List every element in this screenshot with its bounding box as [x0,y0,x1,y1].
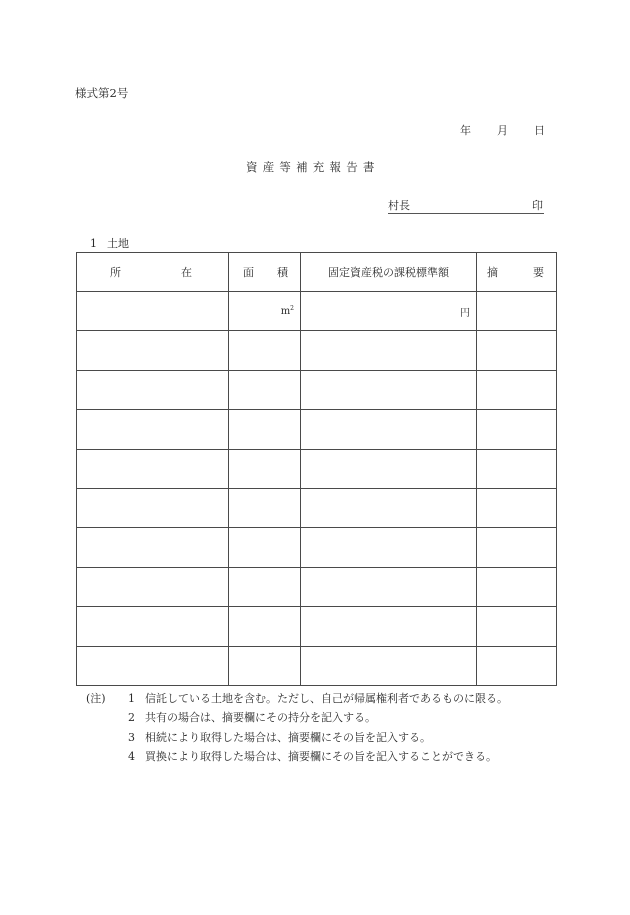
cell-area[interactable] [229,370,301,409]
cell-location[interactable] [77,567,229,606]
note-item: 3 相続により取得した場合は、摘要欄にその旨を記入する。 [128,730,431,744]
seal-label: 印 [532,199,543,212]
table-row [77,607,557,646]
mayor-label: 村長 [388,199,410,212]
header-location: 所 在 [77,253,229,292]
day-label: 日 [534,124,545,137]
yen-unit: 円 [460,307,470,319]
document-title: 資産等補充報告書 [246,160,380,174]
cell-remarks[interactable] [477,370,557,409]
cell-remarks[interactable] [477,607,557,646]
table-row [77,410,557,449]
area-unit: $m^2$ [280,305,294,318]
cell-tax-base[interactable] [301,488,477,527]
table-row [77,370,557,409]
cell-tax-base[interactable] [301,370,477,409]
cell-remarks[interactable] [477,410,557,449]
cell-tax-base[interactable] [301,607,477,646]
cell-tax-base[interactable] [301,646,477,685]
cell-location[interactable] [77,607,229,646]
cell-tax-base[interactable] [301,449,477,488]
cell-location[interactable] [77,410,229,449]
cell-tax-base[interactable] [301,528,477,567]
header-tax-base: 固定資産税の課税標準額 [301,253,477,292]
cell-remarks[interactable] [477,292,557,331]
table-row [77,331,557,370]
cell-tax-base[interactable] [301,292,477,331]
cell-tax-base[interactable] [301,567,477,606]
cell-area[interactable] [229,528,301,567]
notes [86,689,508,766]
note-item: 4 買換により取得した場合は、摘要欄にその旨を記入することができる。 [128,749,497,763]
land-table [76,252,557,686]
form-number: 様式第2号 [75,86,129,100]
section-label: 土地 [107,237,129,250]
table-row [77,449,557,488]
cell-area[interactable] [229,410,301,449]
table-row [77,646,557,685]
header-area: 面 積 [229,253,301,292]
date-line [460,122,545,138]
note-item: 2 共有の場合は、摘要欄にその持分を記入する。 [128,711,376,725]
cell-location[interactable] [77,370,229,409]
cell-remarks[interactable] [477,449,557,488]
cell-area[interactable] [229,607,301,646]
cell-remarks[interactable] [477,331,557,370]
cell-area[interactable] [229,292,301,331]
cell-location[interactable] [77,292,229,331]
section-heading [90,235,129,251]
cell-area[interactable] [229,331,301,370]
cell-remarks[interactable] [477,646,557,685]
cell-remarks[interactable] [477,567,557,606]
cell-remarks[interactable] [477,488,557,527]
table-row [77,292,557,331]
table-row [77,528,557,567]
cell-location[interactable] [77,528,229,567]
cell-area[interactable] [229,488,301,527]
year-label: 年 [460,124,471,137]
section-number: 1 [90,237,97,250]
table-row [77,567,557,606]
cell-tax-base[interactable] [301,410,477,449]
cell-location[interactable] [77,331,229,370]
table-header-row [77,253,557,292]
cell-area[interactable] [229,567,301,606]
notes-prefix: (注) [86,692,106,705]
cell-tax-base[interactable] [301,331,477,370]
cell-area[interactable] [229,449,301,488]
table-row [77,488,557,527]
cell-area[interactable] [229,646,301,685]
cell-location[interactable] [77,449,229,488]
cell-remarks[interactable] [477,528,557,567]
month-label: 月 [497,124,508,137]
cell-location[interactable] [77,646,229,685]
header-remarks: 摘 要 [477,253,557,292]
note-item: (注) 1 信託している土地を含む。ただし、自己が帰属権利者であるものに限る。 [86,689,508,708]
signature-line [388,197,544,214]
cell-location[interactable] [77,488,229,527]
